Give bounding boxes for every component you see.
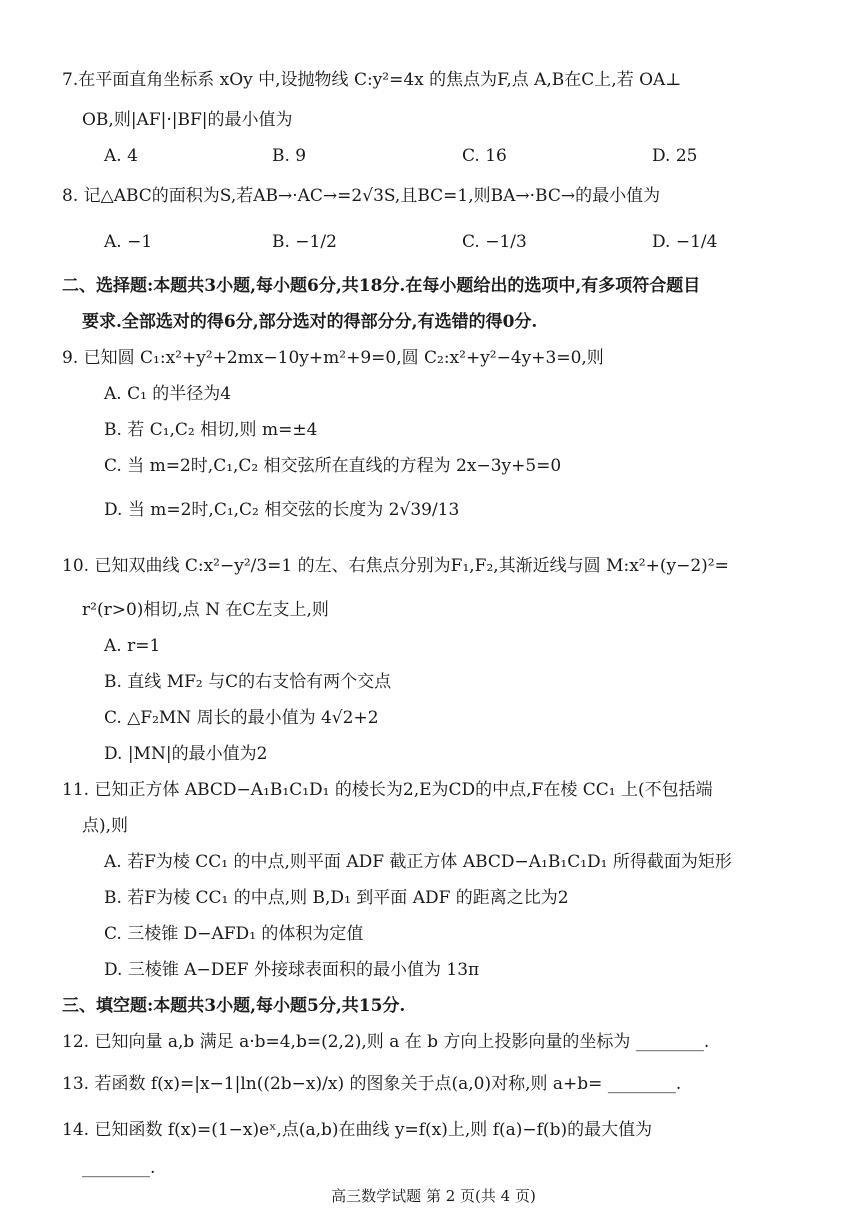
q7-option-a: A. 4 — [104, 146, 138, 166]
q9-option-b: B. 若 C₁,C₂ 相切,则 m=±4 — [104, 420, 318, 440]
q8-option-a: A. −1 — [104, 232, 153, 252]
q10-option-a: A. r=1 — [104, 636, 161, 656]
q8-option-d: D. −1/4 — [652, 232, 718, 252]
section-3-header: 三、填空题:本题共3小题,每小题5分,共15分. — [62, 996, 406, 1016]
q10-line-1: 10. 已知双曲线 C:x²−y²/3=1 的左、右焦点分别为F₁,F₂,其渐近线与圆 M:x²+(y−2)²= — [62, 556, 729, 576]
q12-line: 12. 已知向量 a,b 满足 a·b=4,b=(2,2),则 a 在 b 方向上投影向量的坐标为 ________. — [62, 1032, 710, 1052]
q10-line-2: r²(r>0)相切,点 N 在C左支上,则 — [82, 600, 329, 620]
q9-option-a: A. C₁ 的半径为4 — [104, 384, 232, 404]
q9-option-d: D. 当 m=2时,C₁,C₂ 相交弦的长度为 2√39/13 — [104, 500, 460, 520]
section-2-header-cont: 要求.全部选对的得6分,部分选对的得部分分,有选错的得0分. — [82, 312, 538, 332]
q9-option-c: C. 当 m=2时,C₁,C₂ 相交弦所在直线的方程为 2x−3y+5=0 — [104, 456, 562, 476]
q11-option-b: B. 若F为棱 CC₁ 的中点,则 B,D₁ 到平面 ADF 的距离之比为2 — [104, 888, 569, 908]
q8-option-b: B. −1/2 — [272, 232, 337, 252]
q13-line: 13. 若函数 f(x)=|x−1|ln((2b−x)/x) 的图象关于点(a,0)对称,则 a+b= ________. — [62, 1074, 682, 1094]
q14-line-2: ________. — [82, 1158, 156, 1178]
q7-line-1: 7.在平面直角坐标系 xOy 中,设抛物线 C:y²=4x 的焦点为F,点 A,B在C上,若 OA⊥ — [62, 70, 682, 90]
q10-option-d: D. |MN|的最小值为2 — [104, 744, 268, 764]
q7-option-b: B. 9 — [272, 146, 307, 166]
q10-option-b: B. 直线 MF₂ 与C的右支恰有两个交点 — [104, 672, 392, 692]
q7-options — [0, 136, 867, 176]
q14-line-1: 14. 已知函数 f(x)=(1−x)eˣ,点(a,b)在曲线 y=f(x)上,则 f(a)−f(b)的最大值为 — [62, 1120, 653, 1140]
q7-option-c: C. 16 — [462, 146, 507, 166]
q8-line-1: 8. 记△ABC的面积为S,若AB→·AC→=2√3S,且BC=1,则BA→·BC→的最小值为 — [62, 186, 661, 206]
q11-line-1: 11. 已知正方体 ABCD−A₁B₁C₁D₁ 的棱长为2,E为CD的中点,F在棱 CC₁ 上(不包括端 — [62, 780, 713, 800]
q10-option-c: C. △F₂MN 周长的最小值为 4√2+2 — [104, 708, 379, 728]
q9-stem: 9. 已知圆 C₁:x²+y²+2mx−10y+m²+9=0,圆 C₂:x²+y²−4y+3=0,则 — [62, 348, 604, 368]
q8-option-c: C. −1/3 — [462, 232, 527, 252]
q11-option-d: D. 三棱锥 A−DEF 外接球表面积的最小值为 13π — [104, 960, 480, 980]
q11-option-c: C. 三棱锥 D−AFD₁ 的体积为定值 — [104, 924, 364, 944]
page-footer: 高三数学试题 第 2 页(共 4 页) — [331, 1187, 536, 1205]
q7-line-2: OB,则|AF|·|BF|的最小值为 — [82, 110, 293, 130]
q7-option-d: D. 25 — [652, 146, 698, 166]
q11-option-a: A. 若F为棱 CC₁ 的中点,则平面 ADF 截正方体 ABCD−A₁B₁C₁D₁ 所得截面为矩形 — [104, 852, 732, 872]
section-2-header: 二、选择题:本题共3小题,每小题6分,共18分.在每小题给出的选项中,有多项符合题目 — [62, 276, 701, 296]
q11-line-2: 点),则 — [82, 816, 129, 836]
q8-options — [0, 222, 867, 262]
